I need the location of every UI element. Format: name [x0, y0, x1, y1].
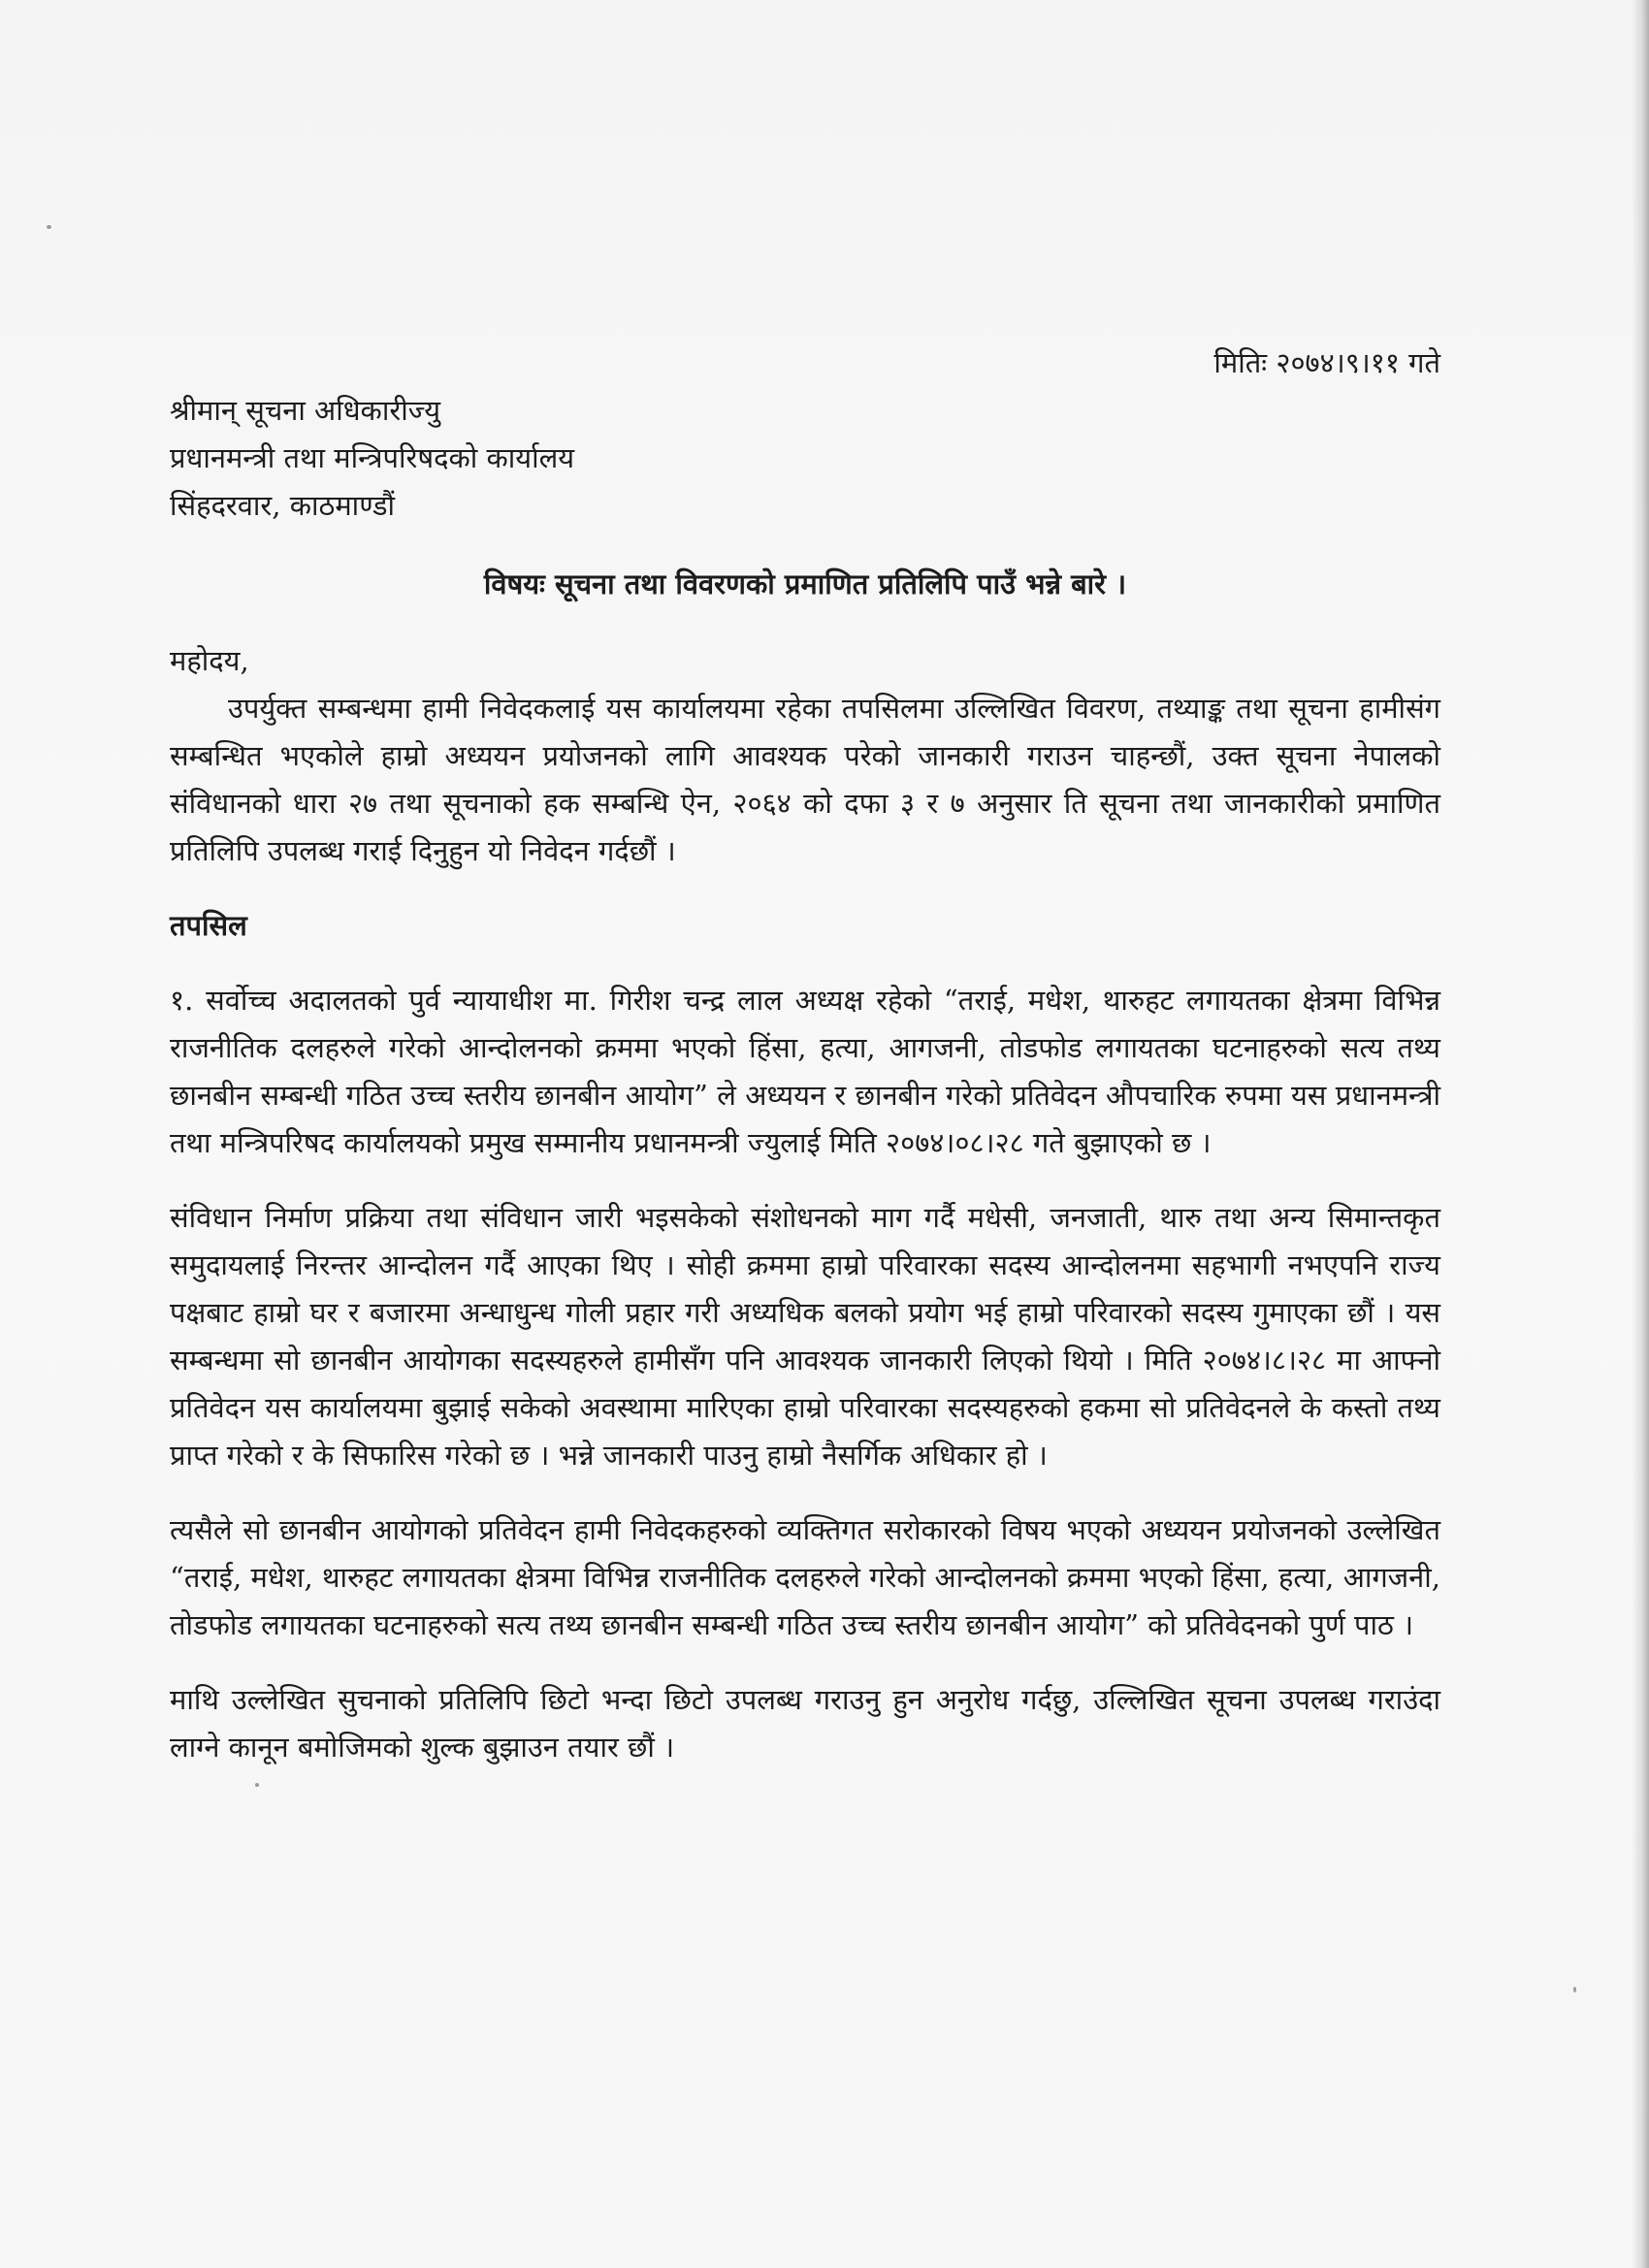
scan-speck	[47, 225, 51, 229]
intro-paragraph: उपर्युक्त सम्बन्धमा हामी निवेदकलाई यस कार्यालयमा रहेका तपसिलमा उल्लिखित विवरण, तथ्याङ्क तथा सूचना हामीसंग सम्बन्धित भएकोले हाम्रो अध्ययन प्रयोजनको लागि आवश्यक परेको जानकारी गराउन चाहन्छौं, उक्त सूचना नेपालको संविधानको धारा २७ तथा सूचनाको हक सम्बन्धि ऐन, २०६४ को दफा ३ र ७ अनुसार ति सूचना तथा जानकारीको प्रमाणित प्रतिलिपि उपलब्ध गराई दिनुहुन यो निवेदन गर्दछौं ।	[170, 692, 1440, 867]
salutation: महोदय,	[170, 644, 249, 677]
letter-subject: विषयः सूचना तथा विवरणको प्रमाणित प्रतिलिपि पाउँ भन्ने बारे ।	[483, 567, 1127, 600]
page-edge-shadow	[1632, 0, 1649, 2268]
schedule-heading: तपसिल	[170, 909, 247, 942]
addressee-line: सिंहदरवार, काठमाण्डौं	[170, 489, 395, 522]
background-paragraph: संविधान निर्माण प्रक्रिया तथा संविधान जारी भइसकेको संशोधनको माग गर्दै मधेसी, जनजाती, थारु तथा अन्य सिमान्तकृत समुदायलाई निरन्तर आन्दोलन गर्दै आएका थिए । सोही क्रममा हाम्रो परिवारका सदस्य आन्दोलनमा सहभागी नभएपनि राज्य पक्षबाट हाम्रो घर र बजारमा अन्धाधुन्ध गोली प्रहार गरी अध्यधिक बलको प्रयोग भई हाम्रो परिवारको सदस्य गुमाएका छौं । यस सम्बन्धमा सो छानबीन आयोगका सदस्यहरुले हामीसँग पनि आवश्यक जानकारी लिएको थियो । मिति २०७४।८।२८ मा आफ्नो प्रतिवेदन यस कार्यालयमा बुझाई सकेको अवस्थामा मारिएका हाम्रो परिवारका सदस्यहरुको हकमा सो प्रतिवेदनले के कस्तो तथ्य प्राप्त गरेको र के सिफारिस गरेको छ । भन्ने जानकारी पाउनु हाम्रो नैसर्गिक अधिकार हो ।	[170, 1201, 1441, 1472]
request-detail-paragraph: त्यसैले सो छानबीन आयोगको प्रतिवेदन हामी निवेदकहरुको व्यक्तिगत सरोकारको विषय भएको अध्ययन प्रयोजनको उल्लेखित “तराई, मधेश, थारुहट लगायतका क्षेत्रमा विभिन्न राजनीतिक दलहरुले गरेको आन्दोलनको क्रममा भएको हिंसा, हत्या, आगजनी, तोडफोड लगायतका घटनाहरुको सत्य तथ्य छानबीन सम्बन्धी गठित उच्च स्तरीय छानबीन आयोग” को प्रतिवेदनको पुर्ण पाठ ।	[170, 1513, 1440, 1641]
addressee-line: श्रीमान् सूचना अधिकारीज्यु	[170, 394, 441, 427]
addressee-block	[170, 387, 1440, 530]
addressee-line: प्रधानमन्त्री तथा मन्त्रिपरिषदको कार्यालय	[170, 441, 575, 474]
scan-speck	[1573, 1987, 1576, 1993]
letter-body	[170, 340, 1440, 1798]
schedule-item-1: १. सर्वोच्च अदालतको पुर्व न्यायाधीश मा. गिरीश चन्द्र लाल अध्यक्ष रहेको “तराई, मधेश, थारुहट लगायतका क्षेत्रमा विभिन्न राजनीतिक दलहरुले गरेको आन्दोलनको क्रममा भएको हिंसा, हत्या, आगजनी, तोडफोड लगायतका घटनाहरुको सत्य तथ्य छानबीन सम्बन्धी गठित उच्च स्तरीय छानबीन आयोग” ले अध्ययन र छानबीन गरेको प्रतिवेदन औपचारिक रुपमा यस प्रधानमन्त्री तथा मन्त्रिपरिषद कार्यालयको प्रमुख सम्मानीय प्रधानमन्त्री ज्युलाई मिति २०७४।०८।२८ गते बुझाएको छ ।	[170, 984, 1440, 1159]
closing-paragraph: माथि उल्लेखित सुचनाको प्रतिलिपि छिटो भन्दा छिटो उपलब्ध गराउनु हुन अनुरोध गर्दछु, उल्लिखित सूचना उपलब्ध गराउंदा लाग्ने कानून बमोजिमको शुल्क बुझाउन तयार छौं ।	[170, 1683, 1440, 1764]
letter-date: मितिः २०७४।९।११ गते	[1213, 346, 1440, 379]
